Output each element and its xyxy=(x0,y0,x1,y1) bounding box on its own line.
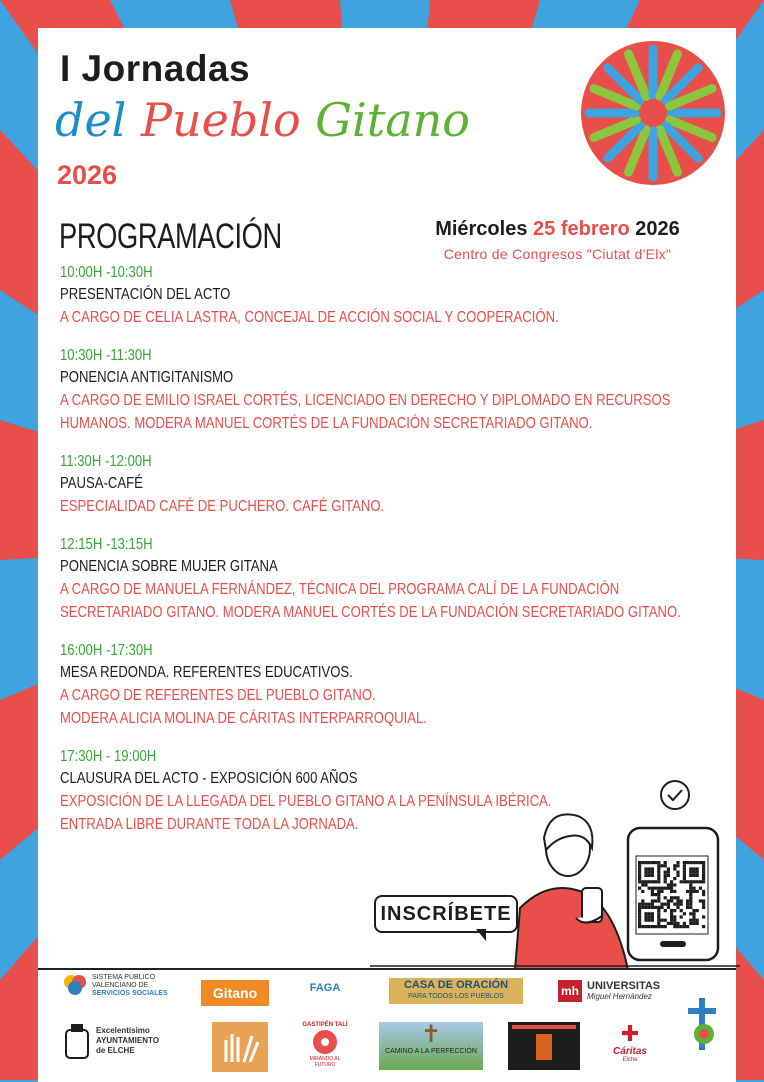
ayto-line2: AYUNTAMIENTO xyxy=(96,1036,159,1045)
cross-icon: ✝ xyxy=(420,1021,442,1048)
session-description: EXPOSICIÓN DE LA LLEGADA DEL PUEBLO GITANO A LA PENÍNSULA IBÉRICA. xyxy=(60,793,552,810)
umh-title: UNIVERSITAS xyxy=(587,980,661,992)
gastipen-sub: MIRANDO AL FUTURO xyxy=(309,1056,341,1068)
umh-icon: mh xyxy=(558,980,582,1002)
ayto-line1: Excelentísimo xyxy=(96,1026,150,1035)
logo-pastoral-gitana xyxy=(682,998,722,1058)
servicios-sociales-line1: SISTEMA PÚBLICO xyxy=(92,974,156,981)
logo-gastipen-tali xyxy=(300,1022,350,1068)
session-title: PONENCIA SOBRE MUJER GITANA xyxy=(60,558,278,575)
logo-faga xyxy=(300,982,350,994)
session-title: PONENCIA ANTIGITANISMO xyxy=(60,369,234,386)
ayto-line3: de ELCHE xyxy=(96,1046,135,1055)
logo-umh xyxy=(558,980,688,1002)
session-description: ENTRADA LIBRE DURANTE TODA LA JORNADA. xyxy=(60,816,359,833)
gastipen-title: GASTIPÉN TALÍ xyxy=(302,1022,348,1028)
session-item xyxy=(60,534,700,624)
session-description: A CARGO DE REFERENTES DEL PUEBLO GITANO. xyxy=(60,687,376,704)
session-item xyxy=(60,345,700,435)
event-date-day: 25 febrero xyxy=(533,218,630,240)
session-time: 10:30H -11:30H xyxy=(60,347,152,364)
subtitle-del: del xyxy=(55,93,127,147)
session-item xyxy=(60,451,700,518)
logo-ayuntamiento-elche xyxy=(62,1022,172,1062)
subtitle-pueblo: Pueblo xyxy=(141,93,301,147)
phone-qr-illustration xyxy=(370,778,740,970)
casa-oracion-sub: PARA TODOS LOS PUEBLOS xyxy=(408,993,504,1000)
session-title: PRESENTACIÓN DEL ACTO xyxy=(60,286,231,303)
servicios-sociales-line3: SERVICIOS SOCIALES xyxy=(92,990,168,997)
subtitle-gitano: Gitano xyxy=(315,93,470,147)
register-button[interactable]: INSCRÍBETE xyxy=(374,895,518,933)
casa-oracion-title: CASA DE ORACIÓN xyxy=(403,979,509,991)
event-year: 2026 xyxy=(57,160,118,190)
session-item xyxy=(60,640,700,730)
event-day: Miércoles xyxy=(435,218,528,240)
session-description: MODERA ALICIA MOLINA DE CÁRITAS INTERPARROQUIAL. xyxy=(60,710,427,727)
logo-asociacion-hands xyxy=(212,1022,268,1072)
session-time: 10:00H -10:30H xyxy=(60,264,153,281)
event-title: I Jornadas xyxy=(60,48,251,89)
session-description: A CARGO DE MANUELA FERNÁNDEZ, TÉCNICA DEL PROGRAMA CALÍ DE LA FUNDACIÓN xyxy=(60,581,620,598)
fsg-label: Gitano xyxy=(212,985,258,1001)
session-description: A CARGO DE EMILIO ISRAEL CORTÉS, LICENCIADO EN DERECHO Y DIPLOMADO EN RECURSOS xyxy=(60,392,671,409)
session-time: 12:15H -13:15H xyxy=(60,536,153,553)
romani-wheel-icon xyxy=(580,40,726,186)
session-description: HUMANOS. MODERA MANUEL CORTÉS DE LA FUNDACIÓN SECRETARIADO GITANO. xyxy=(60,415,593,432)
logo-camino-perfeccion xyxy=(379,1022,483,1070)
event-date xyxy=(405,218,710,241)
event-date-year: 2026 xyxy=(635,218,680,240)
session-title: CLAUSURA DEL ACTO - EXPOSICIÓN 600 AÑOS xyxy=(60,770,358,787)
logo-iglesia-evangelica xyxy=(508,1022,580,1070)
session-description: SECRETARIADO GITANO. MODERA MANUEL CORTÉS DE LA FUNDACIÓN SECRETARIADO GITANO. xyxy=(60,604,681,621)
faga-label: FAGA xyxy=(309,982,341,994)
logo-fundacion-secretariado-gitano xyxy=(201,980,269,1006)
logo-servicios-sociales xyxy=(62,974,172,998)
camino-label: CAMINO A LA PERFECCIÓN xyxy=(385,1048,477,1055)
elche-crest-icon xyxy=(62,1022,92,1062)
session-time: 16:00H -17:30H xyxy=(60,642,153,659)
umh-sub: Miguel Hernández xyxy=(587,992,652,1001)
servicios-sociales-icon xyxy=(62,974,88,996)
logo-casa-oracion xyxy=(389,978,523,1004)
session-list xyxy=(60,262,700,852)
session-time: 17:30H - 19:00H xyxy=(60,748,157,765)
session-description: ESPECIALIDAD CAFÉ DE PUCHERO. CAFÉ GITANO. xyxy=(60,498,385,515)
program-heading: PROGRAMACIÓN xyxy=(59,217,282,256)
session-item xyxy=(60,262,700,329)
gastipen-icon xyxy=(311,1028,339,1056)
session-time: 11:30H -12:00H xyxy=(60,453,152,470)
event-subtitle xyxy=(55,90,470,150)
session-title: MESA REDONDA. REFERENTES EDUCATIVOS. xyxy=(60,664,353,681)
speech-bubble-tail xyxy=(476,929,486,941)
logo-caritas xyxy=(605,1022,655,1063)
caritas-label: Cáritas xyxy=(613,1046,647,1057)
servicios-sociales-line2: VALENCIANO DE xyxy=(92,982,149,989)
session-title: PAUSA-CAFÉ xyxy=(60,475,143,492)
event-venue: Centro de Congresos "Ciutat d'Elx" xyxy=(443,246,672,262)
caritas-icon: ✚ xyxy=(620,1021,640,1046)
session-description: A CARGO DE CELIA LASTRA, CONCEJAL DE ACCIÓN SOCIAL Y COOPERACIÓN. xyxy=(60,309,559,326)
caritas-sub: Elche xyxy=(622,1057,638,1063)
